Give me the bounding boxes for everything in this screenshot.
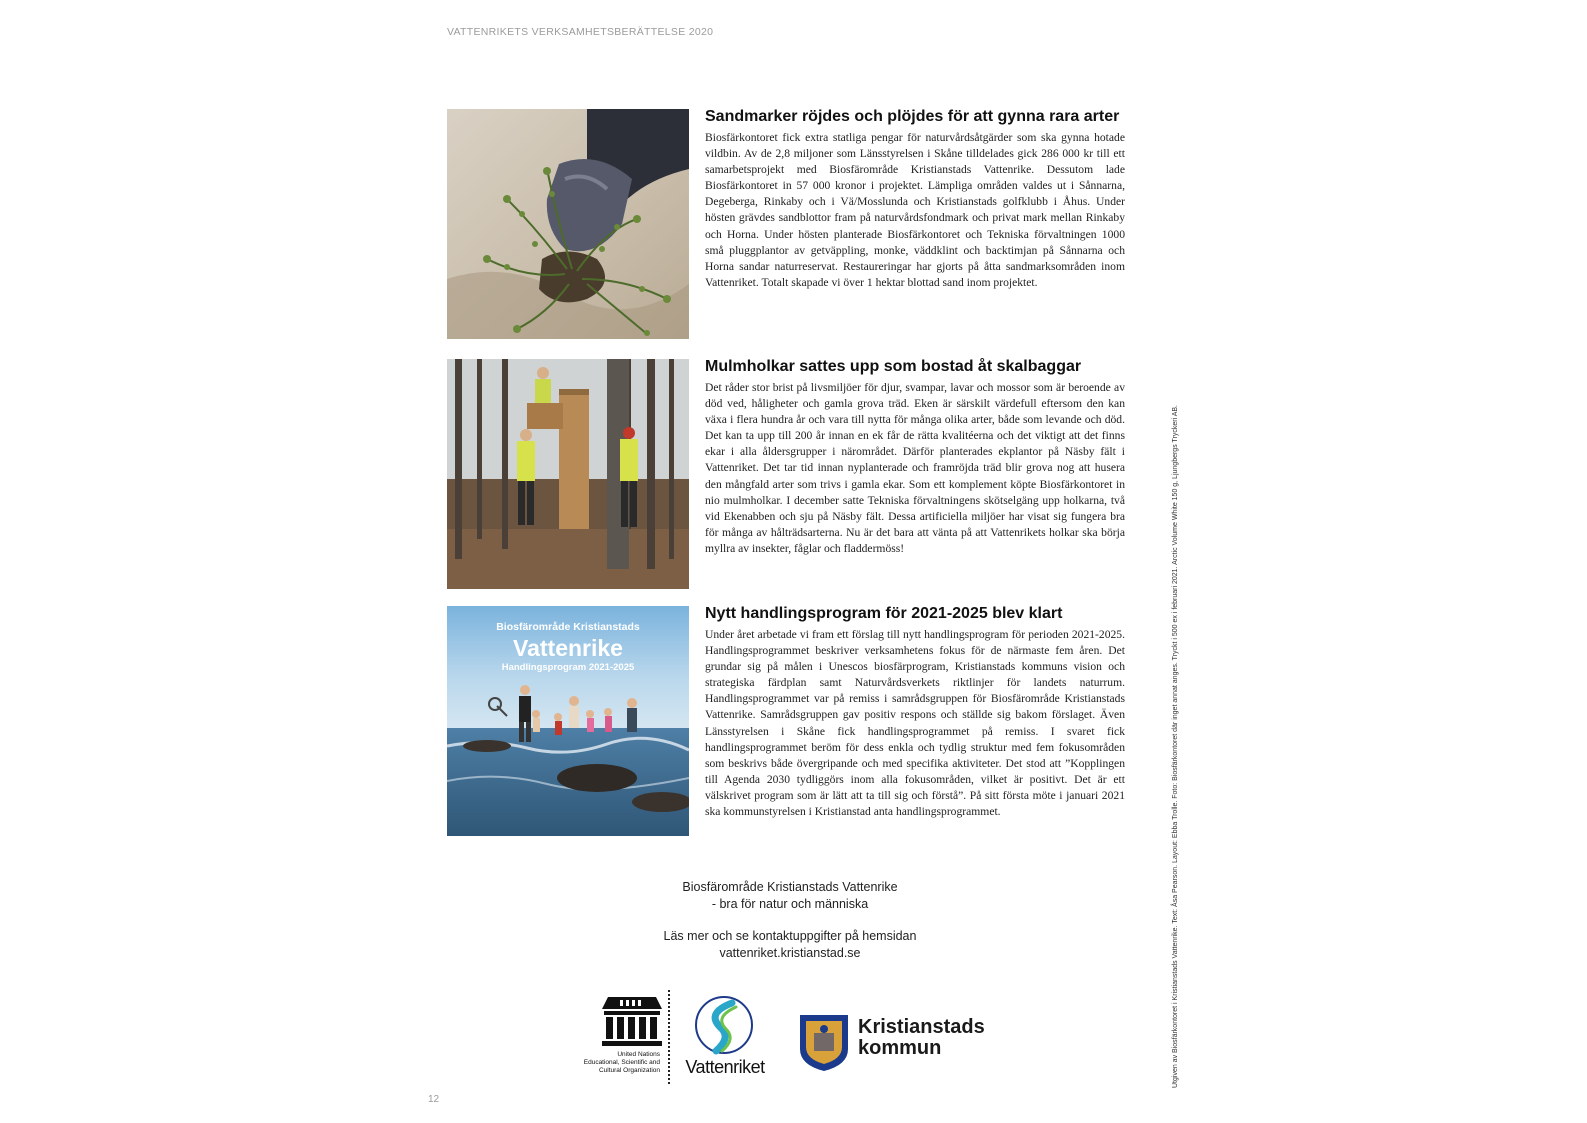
article-handlingsprogram xyxy=(447,605,1125,838)
article-body: Det råder stor brist på livsmiljöer för djur, svampar, lavar och mossor som är beroende av död ved, håligheter och gamla grova träd. Eken är särskilt värdefull eftersom den kan växa i flera hundra år och vara till nytta för många olika arter, både som levande och död. Det kan ta upp till 200 år innan en ek får de rätta kvalitéerna och det viktigt att det finns ekar i alla åldersgrupper i närområdet. Därför planterades ekplantor på Näsby fält i Vattenriket. Det tar tid innan nyplanterade och framröjda träd blir grova nog att husera den mångfald arter som trivs i gamla ekar. Som ett komplement köpte Biosfärkontoret in nio mulmholkar. I december satte Tekniska förvaltningens skötselgäng upp holkarna, två vid Ekenabben och sju på Näsby fält. Dessa artificiella miljöer har visat sig fungera bra för många av hålträdsarterna. Nu är det bara att vänta på att Vattenrikets holkar ska börja myllra av insekter, fåglar och fladdermöss! xyxy=(705,381,1125,555)
article-body: Biosfärkontoret fick extra statliga pengar för naturvårdsåtgärder som ska gynna hotade vildbin. Av de 2,8 miljoner som Länsstyrelsen i Skåne tilldelades gick 286 000 kr till ett samarbetsprojekt med Biosfärområde Kristianstads Vattenrike. Dessutom lade Biosfärkontoret in 57 000 kronor i projektet. Lämpliga områden valdes ut i Sånnarna, Degeberga, Rinkaby och i Vä/Mosslunda och Kristianstads golfklubb i Åhus. Under hösten grävdes sandblottor fram på naturvårdsfondmark och privat mark mellan Rinkaby och Horna. Under hösten planterade Biosfärkontoret och Tekniska förvaltningen 1000 små pluggplantor av getväppling, monke, väddklint och backtimjan på Sånnarna och Horna sandar naturreservat. Restaureringar har gjorts på åtta sandmarksområden inom Vattenriket. Totalt skapade vi över 1 hektar blottad sand inom projektet. xyxy=(705,131,1125,289)
website-link[interactable]: vattenriket.kristianstad.se xyxy=(719,945,861,960)
forest-workers-photo xyxy=(447,359,689,589)
colophon-credit: Utgiven av Biosfärkontoret i Kristianstads Vattenrike. Text: Åsa Pearson. Layout: Ebba Trolle. Foto: Biosfärkontoret där inget annat anges. Tryckt i 500 ex i februari 2021. Arctic Volume White 150 g, Ljungbergs Tryckeri AB. xyxy=(1172,405,1179,1088)
unesco-line3: Cultural Organization xyxy=(598,1067,660,1074)
footer-tagline xyxy=(600,879,980,912)
article-sandmarker xyxy=(447,108,1125,341)
page-number: 12 xyxy=(428,1094,440,1105)
unesco-line2: Educational, Scientific and xyxy=(583,1059,660,1066)
cover-line2: Vattenrike xyxy=(513,635,623,661)
footer-more-info xyxy=(600,928,980,961)
kommun-line1: Kristianstads xyxy=(858,1016,985,1038)
article-title: Mulmholkar sattes upp som bostad åt skalbaggar xyxy=(705,358,1082,375)
more-info-line1: Läs mer och se kontaktuppgifter på hemsidan xyxy=(663,929,917,943)
cover-line3: Handlingsprogram 2021-2025 xyxy=(501,662,635,673)
kristianstads-kommun-logo xyxy=(798,1013,988,1073)
kommun-line2: kommun xyxy=(858,1037,942,1059)
vattenriket-wordmark: Vattenriket xyxy=(685,1057,765,1077)
cover-line1: Biosfärområde Kristianstads xyxy=(496,621,640,633)
sand-plant-photo xyxy=(447,109,689,339)
vattenriket-logo xyxy=(676,993,776,1083)
article-mulmholkar xyxy=(447,358,1125,591)
tagline-line2: - bra för natur och människa xyxy=(711,896,869,911)
running-header: VATTENRIKETS VERKSAMHETSBERÄTTELSE 2020 xyxy=(447,26,714,38)
program-cover-image xyxy=(447,606,689,836)
article-title: Nytt handlingsprogram för 2021-2025 blev klart xyxy=(705,605,1063,622)
unesco-line1: United Nations xyxy=(617,1051,660,1058)
article-title: Sandmarker röjdes och plöjdes för att gynna rara arter xyxy=(705,108,1120,125)
tagline-line1: Biosfärområde Kristianstads Vattenrike xyxy=(682,880,898,894)
unesco-logo xyxy=(568,995,664,1085)
article-body: Under året arbetade vi fram ett förslag till nytt handlingsprogram för perioden 2021-2025. Handlingsprogrammet beskriver verksamhetens fokus för de närmaste fem åren. Det grundar sig på målen i Unescos biosfärprogram, Kristianstads kommuns vision och strategiska färdplan samt Naturvårdsverkets riktlinjer för landets naturrum. Handlingsprogrammet var på remiss i samrådsgruppen för Biosfärområde Kristianstads Vattenrike. Samrådsgruppen gav positiv respons och ställde sig bakom förslaget. Även Länsstyrelsen i Skåne fick handlingsprogrammet på remiss. I svaret fick handlingsprogrammet beröm för dess enkla och tydlig struktur med fem fokusområden som beskrivs både övergripande och med specifika aktiviteter. Det stod att ”Kopplingen till Agenda 2030 tydliggörs inom alla fokusområden, vilket är positivt. Det är ett välskrivet program som är lätt att ta till sig och förstå”. På sitt första möte i januari 2021 ska kommunstyrelsen i Kristianstad anta handlingsprogrammet. xyxy=(705,628,1125,819)
